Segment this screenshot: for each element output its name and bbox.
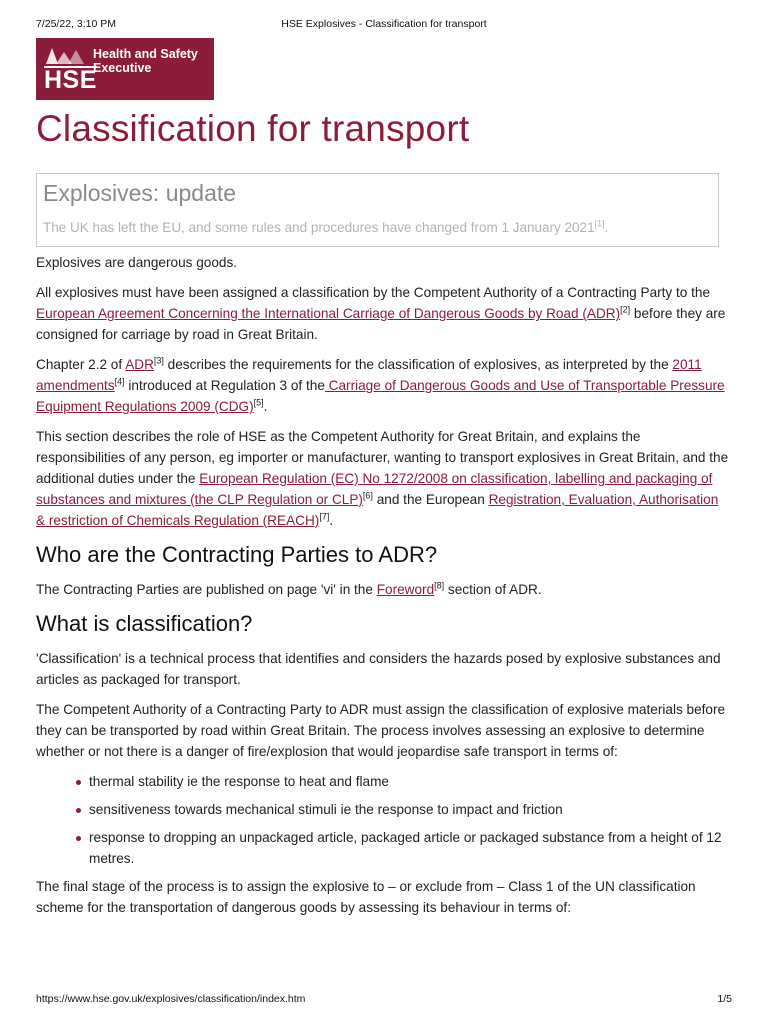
bullet-icon <box>76 808 81 813</box>
footnote-ref: [4] <box>114 376 125 387</box>
page-number: 1/5 <box>717 993 732 1005</box>
2011-amendments-link[interactable]: 2011 amendments <box>36 357 702 393</box>
page-title: Classification for transport <box>36 108 470 149</box>
main-content <box>36 252 730 927</box>
list-item: sensitiveness towards mechanical stimuli ie the response to impact and friction <box>36 799 730 820</box>
section-heading-classification: What is classification? <box>36 611 253 636</box>
section-heading-contracting-parties: Who are the Contracting Parties to ADR? <box>36 542 438 567</box>
paragraph: 'Classification' is a technical process that identifies and considers the hazards posed by explosive substances and articles as packaged for transport. <box>36 651 721 687</box>
logo-org-name: Health and Safety Executive <box>93 47 198 75</box>
list-item: response to dropping an unpackaged article, packaged article or packaged substance from a height of 12 metres. <box>36 827 730 869</box>
footnote-ref: [5] <box>253 397 264 408</box>
print-header <box>36 18 732 32</box>
footnote-ref: [1] <box>594 218 605 229</box>
update-notice-title: Explosives: update <box>43 180 237 206</box>
paragraph: This section describes the role of HSE as the Competent Authority for Great Britain, and explains the responsibilities of any person, eg importer or manufacturer, wanting to transport explosives in Great Britain, and the additional duties under the European Regulation (EC) No 1272/2008 on classification, labelling and packaging of substances and mixtures (the CLP Regulation or CLP)[6] and the European Registration, Evaluation, Authorisation & restriction of Chemicals Regulation (REACH)[7]. <box>36 429 729 528</box>
paragraph: The Contracting Parties are published on page 'vi' in the Foreword[8] section of ADR. <box>36 580 542 597</box>
list-item: thermal stability ie the response to heat and flame <box>36 771 730 792</box>
paragraph: Explosives are dangerous goods. <box>36 255 238 270</box>
print-footer <box>36 993 732 1005</box>
adr-agreement-link[interactable]: European Agreement Concerning the International Carriage of Dangerous Goods by Road (ADR) <box>36 306 621 321</box>
paragraph: All explosives must have been assigned a classification by the Competent Authority of a Contracting Party to the European Agreement Concerning the International Carriage of Dangerous Goods by Road (ADR)[2] before they are consigned for carriage by road in Great Britain. <box>36 285 726 342</box>
print-timestamp: 7/25/22, 3:10 PM <box>36 18 116 30</box>
update-notice-box <box>36 173 719 247</box>
paragraph: Chapter 2.2 of ADR[3] describes the requirements for the classification of explosives, as interpreted by the 2011 amendments[4] introduced at Regulation 3 of the Carriage of Dangerous Goods and Use of Transportable Pressure Equipment Regulations 2009 (CDG)[5]. <box>36 355 725 414</box>
page-url: https://www.hse.gov.uk/explosives/classification/index.htm <box>36 993 306 1005</box>
hse-logo[interactable] <box>36 38 214 100</box>
paragraph: The final stage of the process is to assign the explosive to – or exclude from – Class 1 of the UN classification scheme for the transportation of dangerous goods by assessing its behaviour in terms of: <box>36 879 696 915</box>
footnote-ref: [8] <box>434 580 445 591</box>
logo-mark: HSE <box>44 66 97 94</box>
update-notice-text: The UK has left the EU, and some rules and procedures have changed from 1 January 2021[1]. <box>43 218 609 235</box>
print-document-title: HSE Explosives - Classification for transport <box>281 18 487 30</box>
paragraph: The Competent Authority of a Contracting Party to ADR must assign the classification of explosive materials before they can be transported by road within Great Britain. The process involves assessing an explosive to determine whether or not there is a danger of fire/explosion that would jeopardise safe transport in terms of: <box>36 702 726 759</box>
reach-regulation-link[interactable]: Registration, Evaluation, Authorisation & restriction of Chemicals Regulation (REACH) <box>36 492 719 528</box>
clp-regulation-link[interactable]: European Regulation (EC) No 1272/2008 on classification, labelling and packaging of substances and mixtures (the CLP Regulation or CLP) <box>36 471 713 507</box>
foreword-link[interactable]: Foreword <box>376 582 435 597</box>
adr-link[interactable]: ADR <box>125 357 154 372</box>
footnote-ref: [7] <box>319 511 330 522</box>
bullet-icon <box>76 780 81 785</box>
bullet-icon <box>76 836 81 841</box>
footnote-ref: [2] <box>620 304 631 315</box>
footnote-ref: [3] <box>153 355 164 366</box>
footnote-ref: [6] <box>362 490 373 501</box>
hazard-criteria-list <box>36 771 730 869</box>
hse-emblem-icon <box>44 46 84 66</box>
cdg-regulations-link[interactable]: Carriage of Dangerous Goods and Use of Transportable Pressure Equipment Regulations 2009 (CDG) <box>36 378 725 414</box>
